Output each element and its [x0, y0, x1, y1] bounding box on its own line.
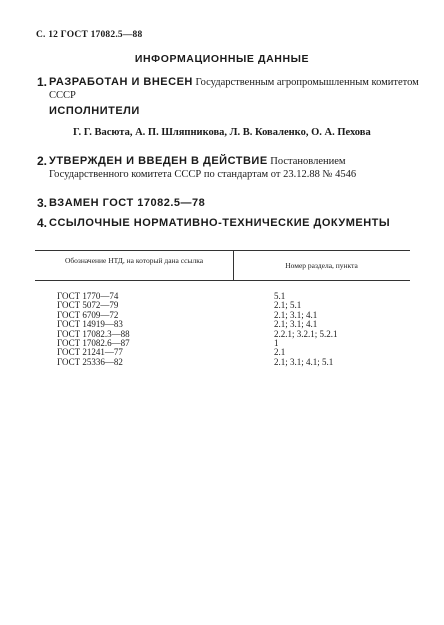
table-cell-document: ГОСТ 6709—72: [57, 309, 119, 320]
item-text: Государственным агропромышленным комитетом СССР: [49, 77, 419, 101]
table-cell-document: ГОСТ 14919—83: [57, 319, 123, 330]
executors-heading: ИСПОЛНИТЕЛИ: [49, 105, 140, 117]
table-cell-section: 5.1: [274, 291, 286, 301]
table-cell-section: 2.1: [274, 347, 286, 358]
item-heading: УТВЕРЖДЕН И ВВЕДЕН В ДЕЙСТВИЕ: [49, 155, 268, 167]
table-row: [57, 358, 410, 367]
table-cell-section: 2.1; 5.1: [274, 300, 302, 311]
item-heading: ССЫЛОЧНЫЕ НОРМАТИВНО-ТЕХНИЧЕСКИЕ ДОКУМЕНТЫ: [49, 217, 391, 229]
item-heading: РАЗРАБОТАН И ВНЕСЕН: [49, 76, 193, 88]
table-cell-section: 2.1; 3.1; 4.1: [274, 309, 318, 320]
table-cell-section: 1: [274, 337, 279, 348]
item-heading: ВЗАМЕН ГОСТ 17082.5—78: [49, 197, 206, 209]
references-table: [35, 250, 410, 380]
info-item-3: [37, 196, 419, 210]
table-header-rule: [35, 280, 410, 281]
item-number: 3.: [37, 196, 48, 210]
table-cell-document: ГОСТ 21241—77: [57, 347, 123, 358]
table-cell-document: ГОСТ 1770—74: [57, 291, 119, 301]
table-header-section: Номер раздела, пункта: [285, 261, 358, 270]
info-item-1: [37, 75, 419, 102]
item-number: 1.: [37, 75, 48, 89]
info-item-4: [37, 216, 419, 230]
table-cell-document: ГОСТ 17082.3—88: [57, 328, 130, 339]
table-cell-document: ГОСТ 5072—79: [57, 300, 119, 311]
table-cell-document: ГОСТ 17082.6—87: [57, 337, 130, 348]
item-text: Постановлением Государственного комитета СССР по стандартам от 23.12.88 № 4546: [49, 156, 357, 180]
section-title: ИНФОРМАЦИОННЫЕ ДАННЫЕ: [134, 53, 310, 65]
executors-names: Г. Г. Васюта, А. П. Шляпникова, Л. В. Коваленко, О. А. Пехова: [73, 127, 371, 138]
table-cell-section: 2.2.1; 3.2.1; 5.2.1: [274, 328, 338, 339]
table-header-document: Обозначение НТД, на который дана ссылка: [64, 256, 204, 265]
page-header: С. 12 ГОСТ 17082.5—88: [36, 30, 143, 40]
info-item-2: [37, 154, 419, 181]
table-cell-document: ГОСТ 25336—82: [57, 356, 123, 367]
item-number: 4.: [37, 216, 48, 230]
table-cell-section: 2.1; 3.1; 4.1: [274, 319, 318, 330]
item-number: 2.: [37, 154, 48, 168]
table-cell-section: 2.1; 3.1; 4.1; 5.1: [274, 356, 334, 367]
table-body: [57, 292, 410, 367]
table-top-rule: [35, 250, 410, 251]
